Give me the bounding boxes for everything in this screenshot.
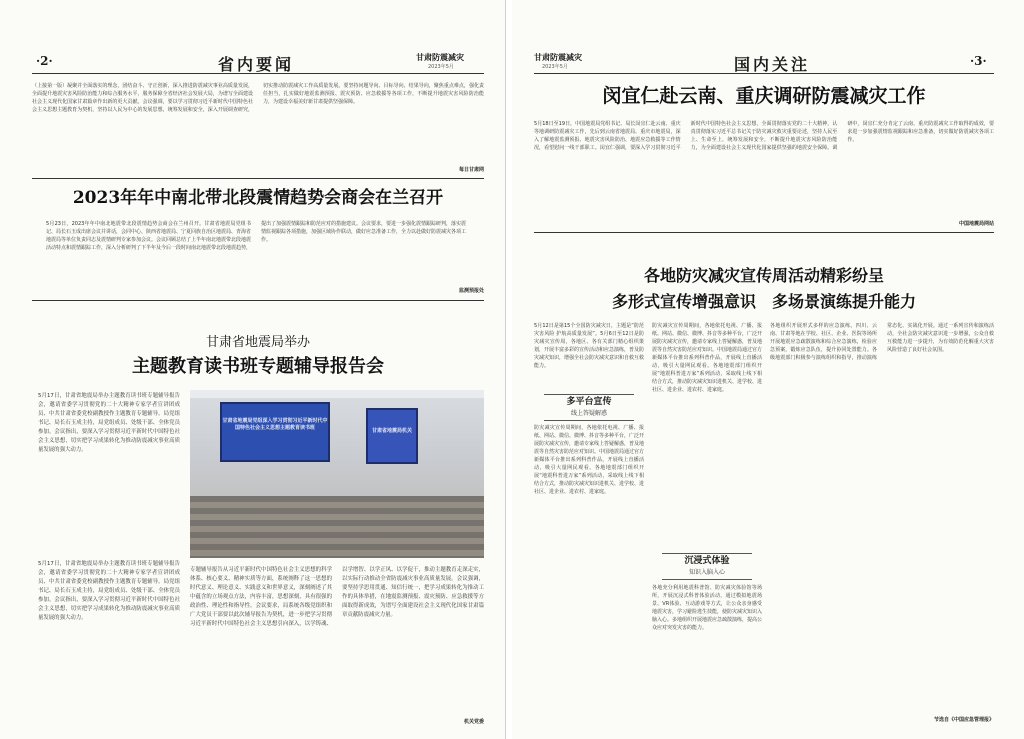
campaign-body-2: 各地充分利用地震科普馆、防灾减灾体验馆等场所，开展沉浸式科普体验活动，通过模拟地震场景、VR体验、互动游戏等方式，让公众亲身感受地震灾害，学习避险逃生技能，使防灾减灾知识入脑入心。多地组织开展地震应急疏散演练，提高公众应对突发灾害的能力。 bbox=[652, 585, 762, 631]
feature-headline: 主题教育读书班专题辅导报告会 bbox=[132, 356, 384, 377]
paper-date: 2023年5月 bbox=[428, 64, 454, 70]
left-page bbox=[0, 0, 506, 739]
page-number: ·3· bbox=[970, 54, 987, 68]
meeting-headline: 2023年年中南北带北段震情趋势会商会在兰召开 bbox=[72, 188, 444, 208]
feature-body-col1: 5月17日，甘肃省地震局举办主题教育读书班专题辅导报告会，邀请省委学习贯彻党的二十大精神专家学者宣讲团成员、中共甘肃省委党校副教授作主题教育专题辅导。局党组书记、局长石玉成主持，局党组成员、处级干部、全体党员参加。会议指出，要深入学习贯彻习近平新时代中国特色社会主义思想，切实把学习成果转化为推动防震减灾事业高质量发展的强大动力。 bbox=[38, 561, 180, 621]
photo-side-screen bbox=[366, 408, 418, 464]
meeting-body: 5月23日，2023年年中南北地震带北段震情趋势会商会在兰州召开。甘肃省地震局党组书记、局长石玉成出席会议并讲话，会同中心、陕西省地震局、宁夏回族自治区地震局、青海省地震局等单位负责同志及震情研判专家参加会议。会议回顾总结了上半年南北地震带北段地震活动特点和震情跟踪工作，深入分析研判了下半年及今后一段时间南北地震带北段地震趋势，提出了加强震情跟踪和防范应对的措施建议。会议要求，要进一步强化震情跟踪研判，落实震情监视跟踪各项措施，加强区域协作联动，做好应急准备工作，全力以赴做好防震减灾各项工作。 bbox=[46, 221, 466, 251]
photo-audience bbox=[190, 496, 484, 558]
paper-date: 2023年5月 bbox=[542, 64, 568, 70]
right-page bbox=[512, 0, 1024, 739]
section-title: 省内要闻 bbox=[218, 55, 295, 74]
subhead-rule bbox=[662, 553, 752, 554]
campaign-headline-1: 各地防灾减灾宣传周活动精彩纷呈 bbox=[643, 266, 884, 285]
survey-source: 中国地震局网站 bbox=[958, 221, 994, 227]
campaign-body-3: 各地组织开展形式多样的应急演练。四川、云南、甘肃等地在学校、社区、企业、医院等场所开展地震应急疏散演练和综合应急演练，检验应急预案，锻炼应急队伍，提升协同处置能力。各级地震部门积极参与演练组织和指导，推动演练常态化、实战化开展。通过一系列宣传和演练活动，全社会防灾减灾意识进一步增强，公众自救互救能力进一步提升，为有效防范化解重大灾害风险营造了良好社会氛围。 bbox=[770, 323, 994, 361]
section-title: 国内关注 bbox=[734, 55, 811, 74]
photo-main-screen bbox=[220, 402, 330, 462]
photo-side-text: 甘肃省地震局机关 bbox=[371, 428, 412, 434]
feature-kicker: 甘肃省地震局举办 bbox=[205, 335, 310, 350]
paper-name: 甘肃防震减灾 bbox=[416, 52, 464, 62]
right-page-header bbox=[534, 52, 994, 74]
left-page-header bbox=[32, 52, 484, 74]
survey-headline: 闵宜仁赴云南、重庆调研防震减灾工作 bbox=[602, 85, 926, 107]
subhead-2 bbox=[652, 552, 762, 581]
subhead-1 bbox=[534, 393, 644, 422]
divider bbox=[32, 178, 484, 179]
feature-source: 机关党委 bbox=[463, 719, 484, 725]
subhead-2-sub: 知识入脑入心 bbox=[688, 569, 725, 576]
paper-name: 甘肃防震减灾 bbox=[534, 52, 582, 62]
campaign-intro: 5月12日是第15个全国防灾减灾日，主题是“防范灾害风险 护航高质量发展”。5月6日至12日是防灾减灾宣传周，各地区、各有关部门精心组织策划，开展丰富多彩的宣传活动和应急演练，普及防灾减灾知识，增强全社会防灾减灾意识和自救互救能力。 bbox=[534, 323, 644, 369]
page-number: ·2· bbox=[36, 54, 53, 68]
campaign-source: 节选自《中国应急管理报》 bbox=[933, 717, 994, 723]
subhead-1-title: 多平台宣传 bbox=[566, 397, 612, 407]
meeting-source: 监测预报处 bbox=[458, 288, 484, 294]
survey-body: 5月18日至19日，中国地震局党组书记、局长闵宜仁赴云南、重庆等地调研防震减灾工作，先后到云南省地震局、重庆市地震局，深入了解地震监测预报、地震灾害风险防治、地震应急救援等工作情况，看望慰问一线干部职工。闵宜仁强调，要深入学习贯彻习近平新时代中国特色社会主义思想，全面贯彻落实党的二十大精神，认真贯彻落实习近平总书记关于防灾减灾救灾重要论述，坚持人民至上、生命至上，统筹发展和安全，不断提升地震灾害风险防治能力，为全面建设社会主义现代化国家提供坚强的地震安全保障。调研中，闵宜仁充分肯定了云南、重庆防震减灾工作取得的成效，要求进一步加强震情监视跟踪和应急准备，切实做好防震减灾各项工作。 bbox=[534, 121, 994, 151]
campaign-headline-2: 多形式宣传增强意识 多场景演练提升能力 bbox=[611, 292, 916, 311]
photo-ceiling bbox=[190, 390, 484, 398]
subhead-rule bbox=[544, 420, 634, 421]
top-article-source: 每日甘肃网 bbox=[458, 167, 484, 173]
subhead-rule bbox=[662, 579, 752, 580]
subhead-2-title: 沉浸式体验 bbox=[684, 556, 730, 566]
campaign-body-1b: 防灾减灾宣传周期间，各地依托电视、广播、报纸、网站、微信、微博、抖音等多种平台，广泛开展防灾减灾宣传，邀请专家线上答疑解惑，普及地震等自然灾害防范应对知识。中国地震局通过官方新媒体平台推出系列科普作品，开展线上直播活动，吸引大量网民观看。各地地震部门组织开展“地震科普进万家”系列活动，采取线上线下相结合方式，推动防灾减灾知识进机关、进学校、进社区、进企业、进农村、进家庭。 bbox=[652, 323, 762, 393]
divider bbox=[534, 232, 994, 233]
subhead-1-sub: 线上答疑解惑 bbox=[570, 410, 607, 417]
divider bbox=[32, 300, 484, 301]
subhead-rule bbox=[544, 394, 634, 395]
feature-intro: 5月17日，甘肃省地震局举办主题教育读书班专题辅导报告会，邀请省委学习贯彻党的二十大精神专家学者宣讲团成员、中共甘肃省委党校副教授作主题教育专题辅导。局党组书记、局长石玉成主持，局党组成员、处级干部、全体党员参加。会议指出，要深入学习贯彻习近平新时代中国特色社会主义思想，切实把学习成果转化为推动防震减灾事业高质量发展的强大动力。 bbox=[38, 393, 180, 453]
campaign-body-1: 防灾减灾宣传周期间，各地依托电视、广播、报纸、网站、微信、微博、抖音等多种平台，广泛开展防灾减灾宣传，邀请专家线上答疑解惑，普及地震等自然灾害防范应对知识。中国地震局通过官方新媒体平台推出系列科普作品，开展线上直播活动，吸引大量网民观看。各地地震部门组织开展“地震科普进万家”系列活动，采取线上线下相结合方式，推动防灾减灾知识进机关、进学校、进社区、进企业、进农村、进家庭。 bbox=[534, 425, 644, 495]
top-article-body: （上接第一版）凝聚并全面落实的理念，团结奋斗、守正创新，深入推进防震减灾事业高质量发展，全面提升地震灾害风险防治能力和综合服务水平，服务保障全省经济社会发展大局，为谱写全面建设社会主义现代化国家甘肃篇章作出新的更大贡献。会议强调，要以学习贯彻习近平新时代中国特色社会主义思想主题教育为契机，坚持以人民为中心的发展思想，统筹发展和安全，深入开展调查研究，切实推动防震减灾工作高质量发展。要坚持问题导向、目标导向、结果导向，聚焦重点难点，强化责任担当，扎实做好地震监测预报、震灾预防、应急救援等各项工作，不断提升地震灾害风险防治能力，为建设幸福美好新甘肃提供坚强保障。 bbox=[32, 83, 484, 113]
photo-screen-text: 甘肃省地震局党组深入学习贯彻习近平新时代中国特色社会主义思想主题教育读书班 bbox=[222, 418, 328, 431]
meeting-photo bbox=[190, 390, 484, 558]
feature-body: 专题辅导报告从习近平新时代中国特色社会主义思想的科学体系、核心要义、精神实质等方面，系统阐释了这一思想的时代意义、理论意义、实践意义和世界意义，深刻阐述了其中蕴含的立场观点方法，内容丰富，思想深刻，具有很强的政治性、理论性和指导性。会议要求，局系统各级党组织和广大党员干部要以此次辅导报告为契机，进一步把学习贯彻习近平新时代中国特色社会主义思想引向深入，以学铸魂、以学增智、以学正风、以学促干，推动主题教育走深走实，以实际行动推动全省防震减灾事业高质量发展。会议强调，要坚持学思用贯通、知信行统一，把学习成果转化为推动工作的具体举措，在地震监测预报、震灾预防、应急救援等方面取得新成效，为谱写全面建设社会主义现代化国家甘肃篇章贡献防震减灾力量。 bbox=[190, 567, 484, 627]
